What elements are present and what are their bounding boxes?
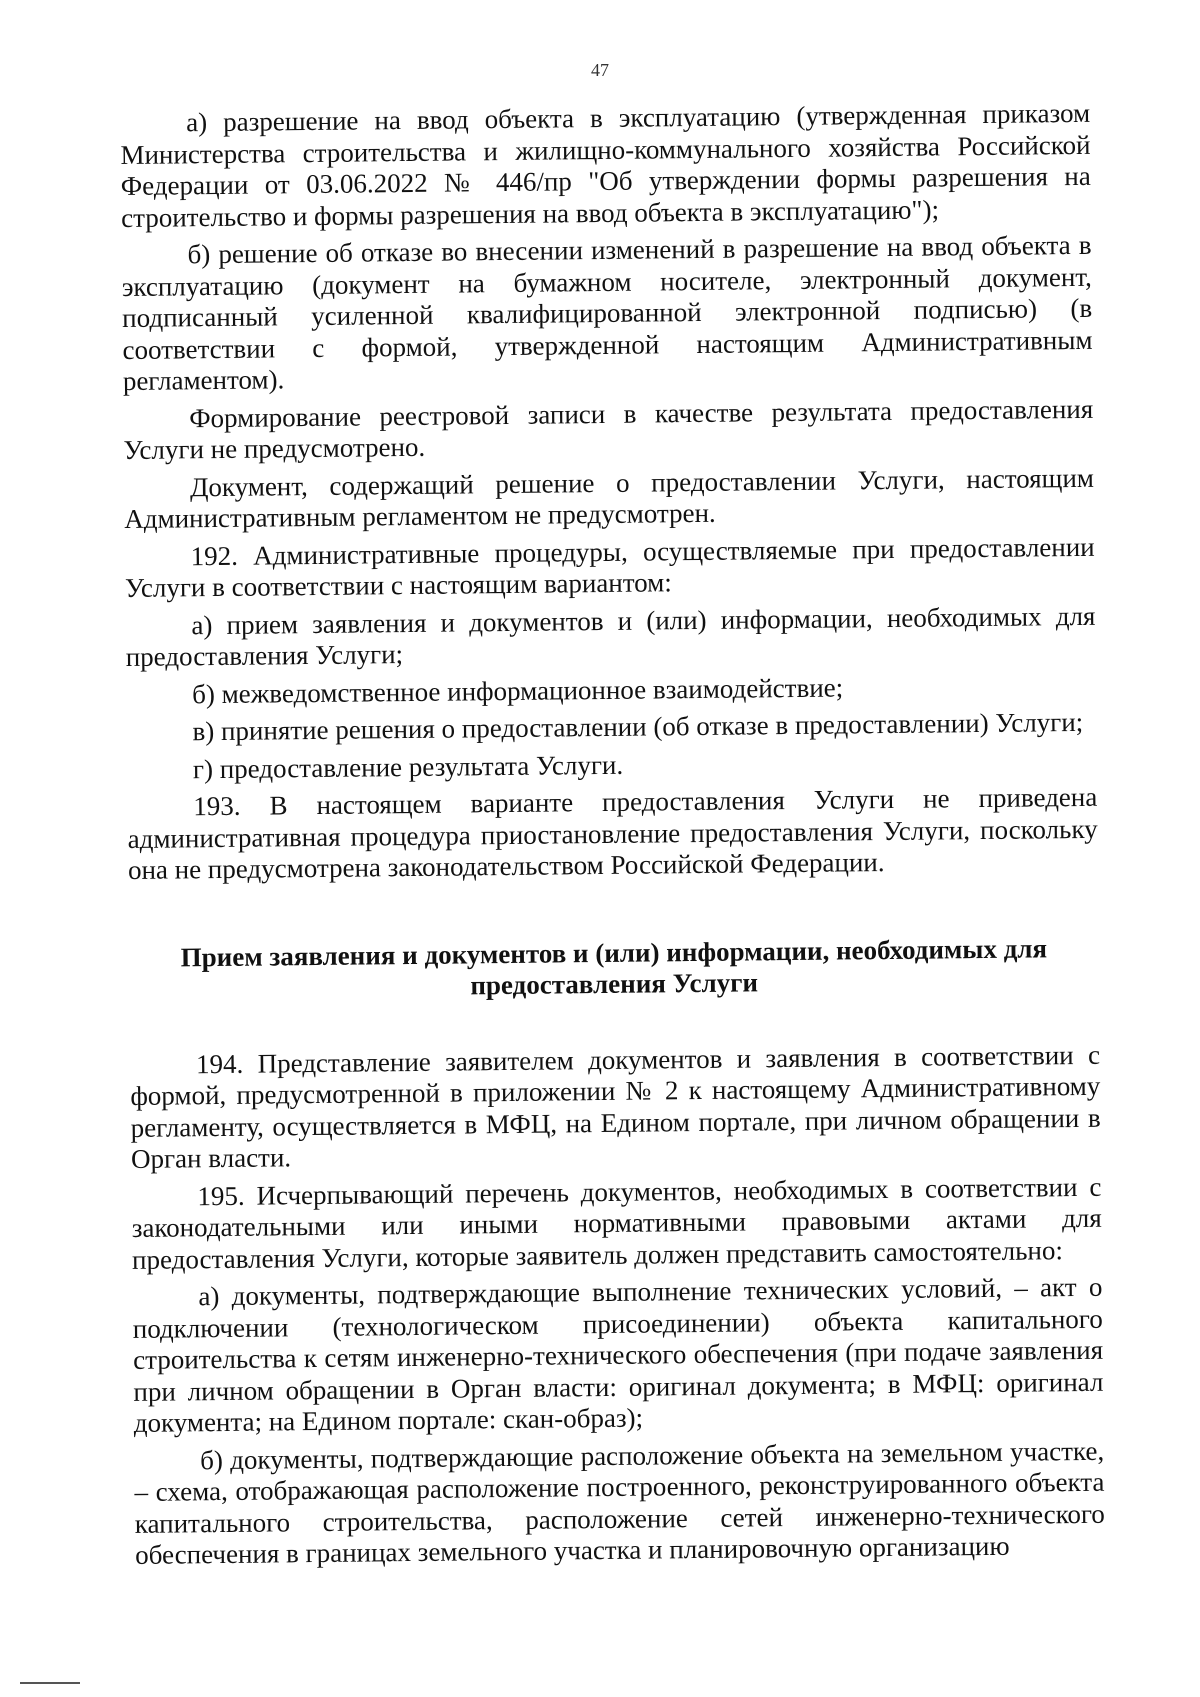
paragraph-decision-document: Документ, содержащий решение о предоставлении Услуги, настоящим Административным регламентом не предусмотрен. bbox=[124, 462, 1095, 534]
paragraph-192: 192. Административные процедуры, осуществляемые при предоставлении Услуги в соответствии с настоящим вариантом: bbox=[124, 531, 1095, 603]
paragraph-195: 195. Исчерпывающий перечень документов, необходимых в соответствии с законодательными или иными нормативными правовыми актами для предоставления Услуги, которые заявитель должен представить самостоятельно: bbox=[131, 1171, 1102, 1275]
list-item-g: г) предоставление результата Услуги. bbox=[192, 749, 624, 784]
paragraph-195-a: а) документы, подтверждающие выполнение технических условий, – акт о подключении (технологическом присоединении) объекта капитального строительства к сетям инженерно-технического обеспечения (при подаче заявления при личном обращении в Орган власти: оригинал документа; в МФЦ: оригинал документа; на Едином портале: скан-образ); bbox=[132, 1271, 1104, 1438]
list-item-b: б) межведомственное информационное взаимодействие; bbox=[191, 671, 844, 709]
list-item-v: в) принятие решения о предоставлении (об отказе в предоставлении) Услуги; bbox=[192, 706, 1084, 747]
document-body bbox=[120, 98, 1105, 1572]
paragraph-b-refusal: б) решение об отказе во внесении изменений в разрешение на ввод объекта в эксплуатацию (документ на бумажном носителе, электронный документ, подписанный усиленной квалифицированной электронной подписью) (в соответствии с формой, утвержденной настоящим Административным регламентом). bbox=[121, 229, 1093, 396]
paragraph-195-b: б) документы, подтверждающие расположение объекта на земельном участке, – схема, отображающая расположение построенного, реконструированного объекта капитального строительства, расположение сетей инженерно-технического обеспечения в границах земельного участка и планировочную организацию bbox=[134, 1435, 1105, 1570]
paragraph-a-permit: а) разрешение на ввод объекта в эксплуатацию (утвержденная приказом Министерства строительства и жилищно-коммунального хозяйства Российской Федерации от 03.06.2022 № 446/пр "Об утверждении формы разрешения на строительство и формы разрешения на ввод объекта в эксплуатацию"); bbox=[120, 97, 1091, 233]
paragraph-193: 193. В настоящем варианте предоставления Услуги не приведена административная процедура приостановление предоставления Услуги, поскольку она не предусмотрена законодательством Российской Федерации. bbox=[127, 781, 1098, 885]
page-number: 47 bbox=[591, 60, 609, 80]
list-item-a: а) прием заявления и документов и (или) информации, необходимых для предоставления Услуги; bbox=[125, 600, 1096, 672]
scan-edge-mark bbox=[20, 1682, 80, 1684]
paragraph-194: 194. Представление заявителем документов и заявления в соответствии с формой, предусмотренной в приложении № 2 к настоящему Административному регламенту, осуществляется в МФЦ, на Едином портале, при личном обращении в Орган власти. bbox=[130, 1039, 1101, 1174]
paragraph-registry-record: Формирование реестровой записи в качестве результата предоставления Услуги не предусмотрено. bbox=[123, 393, 1094, 465]
section-heading: Прием заявления и документов и (или) информации, необходимых для предоставления Услуги bbox=[180, 932, 1048, 1001]
